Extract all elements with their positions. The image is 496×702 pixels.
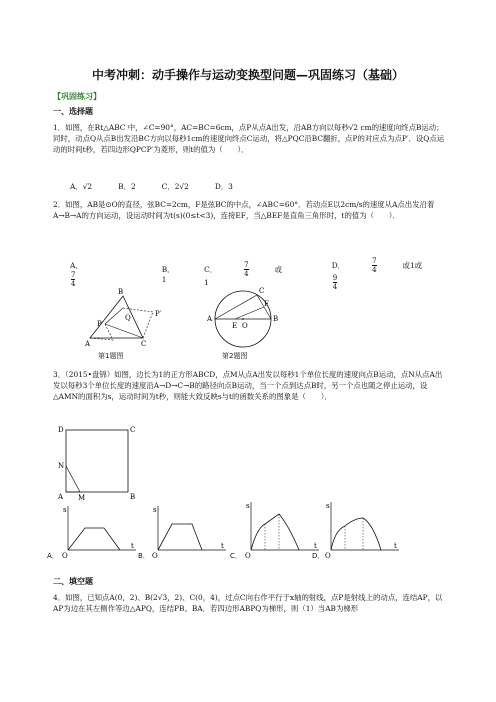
fig2-label-f: F [264,300,269,308]
graph-option-a [60,504,140,560]
question-3-text: 3．（2015•盘锦）如图，边长为1的正方形ABCD，点M从点A出发以每秒1个单位长度的速度向点B运动，点N从点A出发以每秒3个单位长度的速度沿A→D→C→B的路径向点B运动，当一个点到达点B时，另一个点也随之停止运动，设△AMN的面积为s，运动时间为t秒，则能大致反映s与t的函数关系的图象是（ ）． [53,370,443,401]
fig1-label-p2: P′ [155,310,162,318]
figure-2-caption: 第2题图 [222,352,248,360]
page-title: 中考冲刺：动手操作与运动变换型问题—巩固练习（基础） [91,68,404,82]
fig1-label-b: B [118,288,124,296]
fig2-label-o: O [242,322,248,330]
fig1-label-q: Q [125,314,131,322]
q2-option-d: D． $\frac{7}{4}$ 或1或 $\frac{9}{4}$ [331,257,423,291]
fig3-label-c: C [130,426,136,434]
q1-option-a: A．√2 [70,182,93,191]
fig3-label-n: N [58,462,65,470]
q3-option-a: A． [47,552,59,560]
fig2-label-a: A [207,315,213,323]
graph-a-label-t: t [131,542,134,550]
fig2-label-c: C [259,287,265,295]
fig3-label-m: M [78,494,86,502]
question-4-text: 4．如图，已知点A(0，2)、B(2√3，2)、C(0，4)，过点C向右作平行于x轴的射线，点P是射线上的动点，连结AP，以AP为边在其左侧作等边△APQ，连结PB、BA．若四边形ABPQ为梯形，则（1）当AB为梯形 [53,593,443,613]
fig2-label-b: B [273,315,279,323]
fig3-label-d: D [58,426,64,434]
fig2-label-e: E [232,322,238,330]
graph-a-label-o: O [62,552,68,560]
q3-option-c: C． [230,552,242,560]
question-1-options [70,181,259,192]
section-heading-choice: 一、选择题 [53,107,93,116]
q3-option-d: D． [312,552,325,560]
question-2-text: 2．如图，AB是⊙O的直径，弦BC=2cm，F是弦BC的中点，∠ABC=60°．若动点E以2cm/s的速度从A点出发沿着A→B→A的方向运动，设运动时间为t(s)(0≤t<3)，连接EF，当△BEF是直角三角形时，t的值为（ ）． [53,200,435,220]
graph-c-label-t: t [314,542,317,550]
graph-option-b [150,504,230,560]
fig1-label-c: C [141,340,147,348]
graph-option-c [243,500,323,560]
graph-b-label-t: t [221,542,224,550]
graph-c-label-s: s [246,502,250,510]
figure-2-circle [205,287,285,351]
q2-option-c: C． $\frac{7}{4}$ 或1 [204,261,283,287]
q1-option-d: D．3 [214,182,233,191]
graph-c-label-o: O [245,552,251,560]
q1-option-c: C．2√2 [161,182,189,191]
graph-d-label-t: t [394,542,397,550]
q3-option-b: B． [138,552,150,560]
figure-3-square [58,424,138,500]
section-heading-fill: 二、填空题 [53,577,93,586]
fig3-label-a: A [58,493,64,501]
fig1-label-a: A [85,340,91,348]
fig3-label-b: B [130,493,136,501]
question-1-text: 1．如图，在Rt△ABC 中，∠C=90°，AC=BC=6cm，点P从点A出发，沿AB方向以每秒√2 cm的速度向终点B运动；同时，动点Q从点B出发沿BC方向以每秒1cm的速度向终点C运动，将△PQC沿BC翻折，点P的对应点为点P′．设Q点运动的时间t秒，若四边形QPCP′为菱形，则t的值为（ ）． [53,123,445,154]
fig1-label-p: P [97,320,102,328]
q2-option-b: B．1 [161,265,175,284]
practice-tag: 【巩固练习】 [53,92,101,101]
graph-d-label-o: O [325,552,331,560]
figure-1-caption: 第1题图 [98,352,124,360]
graph-a-label-s: s [63,506,67,514]
graph-b-label-o: O [152,552,158,560]
graph-d-label-s: s [326,502,330,510]
q2-option-a: A． $\frac{7}{4}$ [70,261,83,288]
q1-option-b: B．2 [118,182,136,191]
figure-1-triangle [85,290,175,350]
question-2-options [70,257,496,291]
graph-b-label-s: s [153,506,157,514]
graph-option-d [323,500,403,560]
